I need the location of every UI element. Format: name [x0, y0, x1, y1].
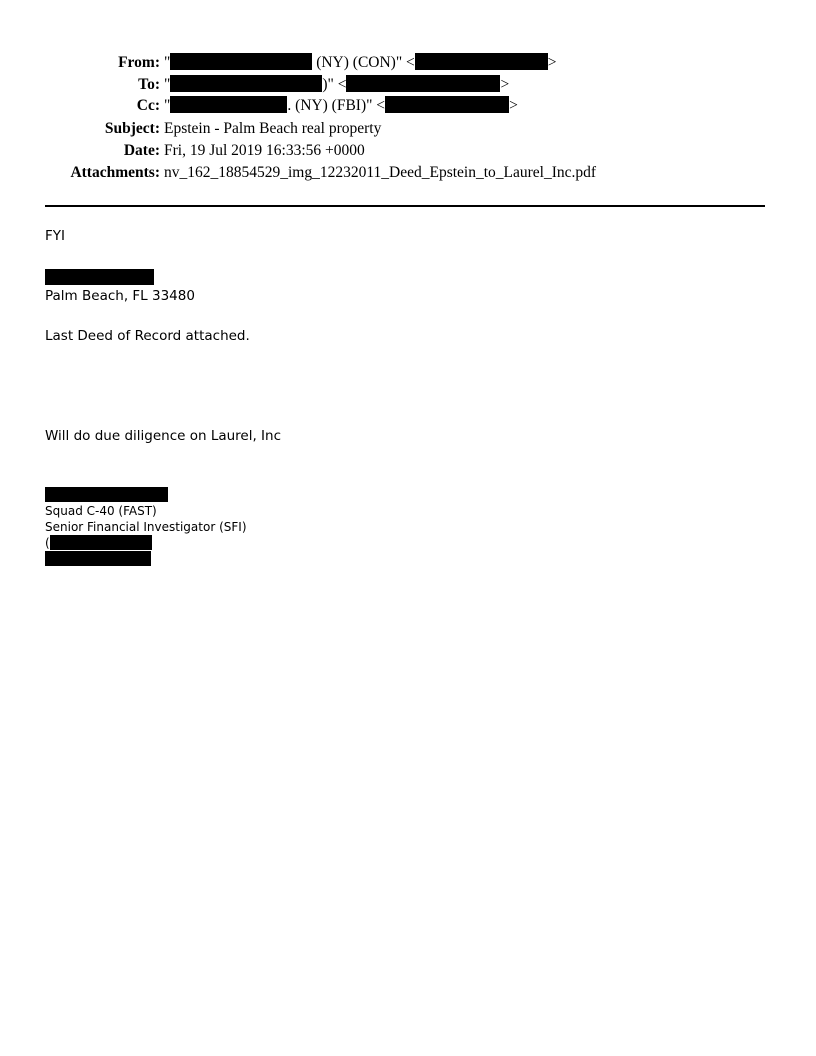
cc-label: Cc:: [136, 97, 160, 114]
to-mid-text: )" <: [322, 76, 347, 93]
address-city-text: Palm Beach, FL 33480: [45, 288, 195, 304]
redaction-bar: [385, 96, 509, 113]
header-from-row: [0, 53, 816, 73]
header-cc-row: [0, 96, 816, 116]
cc-mid-text: . (NY) (FBI)" <: [287, 97, 386, 114]
redaction-bar: [346, 75, 500, 92]
attachments-label: Attachments:: [70, 164, 160, 181]
redaction-bar: [170, 96, 287, 113]
signature-title: Senior Financial Investigator (SFI): [45, 520, 247, 534]
header-divider: [45, 205, 765, 207]
header-subject-row: [0, 119, 816, 139]
cc-close: >: [509, 97, 518, 114]
cc-open-quote: ": [164, 97, 171, 114]
cc-value: [164, 96, 518, 116]
attachment-filename[interactable]: nv_162_18854529_img_12232011_Deed_Epstein_to_Laurel_Inc.pdf: [164, 164, 597, 181]
deed-note-text: Last Deed of Record attached.: [45, 328, 250, 344]
to-label: To:: [138, 76, 160, 93]
redaction-bar: [415, 53, 548, 70]
to-open-quote: ": [164, 76, 171, 93]
redaction-bar: [45, 269, 154, 285]
header-to-row: [0, 75, 816, 95]
from-close: >: [547, 54, 557, 71]
date-value: Fri, 19 Jul 2019 16:33:56 +0000: [164, 142, 365, 159]
redaction-bar: [170, 53, 312, 70]
redaction-bar: [45, 551, 151, 566]
from-value: [164, 53, 557, 73]
redaction-bar: [170, 75, 322, 92]
subject-label: Subject:: [104, 120, 160, 137]
redaction-bar: [50, 535, 152, 550]
diligence-note-text: Will do due diligence on Laurel, Inc: [45, 428, 282, 444]
signature-phone-prefix: (: [45, 536, 50, 550]
to-value: [164, 75, 509, 95]
header-date-row: [0, 141, 816, 161]
date-label: Date:: [123, 142, 160, 159]
greeting-text: FYI: [45, 228, 65, 244]
from-mid-text: (NY) (CON)" <: [312, 54, 415, 71]
from-label: From:: [118, 54, 160, 71]
redaction-bar: [45, 487, 168, 502]
subject-value: Epstein - Palm Beach real property: [164, 120, 382, 137]
from-open-quote: ": [164, 54, 171, 71]
header-attachments-row: [0, 163, 816, 183]
signature-squad: Squad C-40 (FAST): [45, 504, 157, 518]
to-close: >: [500, 76, 510, 93]
